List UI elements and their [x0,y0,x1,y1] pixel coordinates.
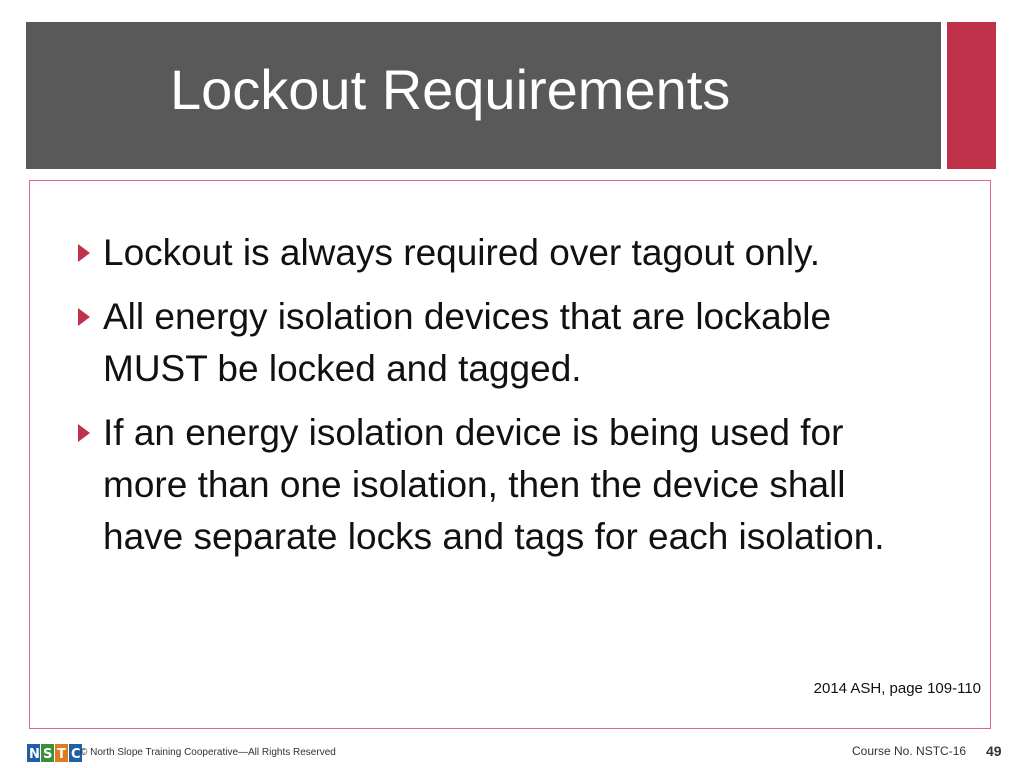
content-box [29,180,991,729]
accent-bar [947,22,996,169]
triangle-bullet-icon [78,244,90,262]
svg-text:S: S [43,747,53,762]
bullet-text: If an energy isolation device is being used for more than one isolation, then the device shall have separate locks and tags for each isolation. [103,412,885,557]
triangle-bullet-icon [78,424,90,442]
triangle-bullet-icon [78,308,90,326]
title-bar [26,22,941,169]
nstc-logo-icon [27,742,83,764]
footer [0,738,1024,768]
bullet-item [76,227,936,279]
svg-text:N: N [29,747,40,762]
course-number: Course No. NSTC-16 [852,744,967,758]
slide-title: Lockout Requirements [170,58,731,121]
copyright-text: © North Slope Training Cooperative—All Rights Reserved [80,747,336,758]
bullet-item [76,291,936,395]
svg-text:T: T [57,747,66,762]
bullet-list [76,227,936,575]
bullet-item [76,407,936,563]
svg-text:C: C [71,747,81,762]
bullet-text: Lockout is always required over tagout only. [103,232,821,273]
citation: 2014 ASH, page 109-110 [813,680,981,697]
bullet-text: All energy isolation devices that are lockable MUST be locked and tagged. [103,296,832,389]
page-number: 49 [986,743,1002,759]
